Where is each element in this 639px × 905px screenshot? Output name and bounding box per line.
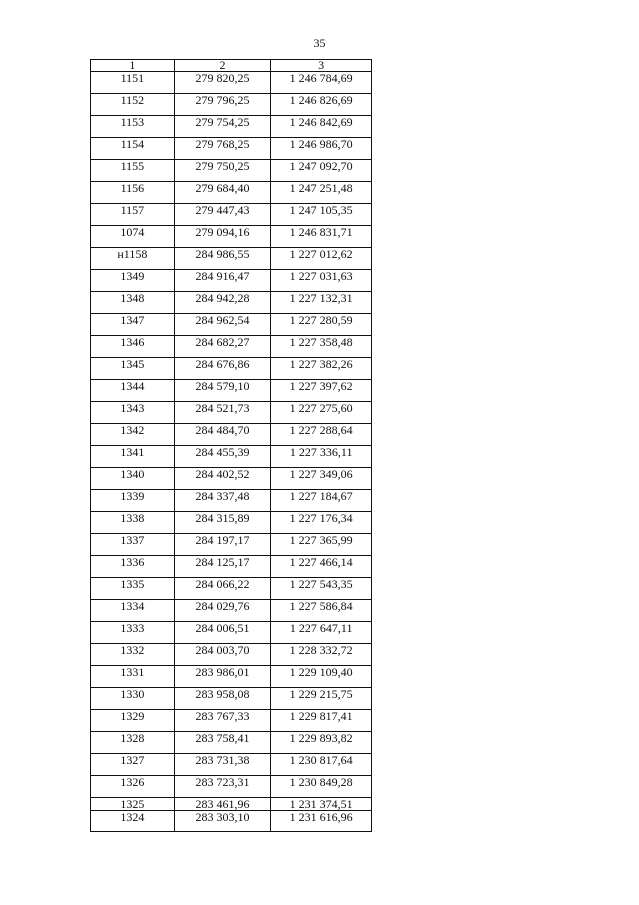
table-cell-col-1: 1339 (91, 490, 175, 512)
table-cell-col-2: 279 796,25 (174, 94, 271, 116)
table-row (91, 204, 372, 226)
table-cell-col-1: 1154 (91, 138, 175, 160)
table-cell-col-3: 1 246 842,69 (271, 116, 372, 138)
table-cell-col-3: 1 228 332,72 (271, 644, 372, 666)
table-cell-col-3: 1 246 784,69 (271, 72, 372, 94)
column-header-1: 1 (91, 60, 175, 72)
table-row (91, 578, 372, 600)
table-cell-col-1: 1332 (91, 644, 175, 666)
table-row (91, 490, 372, 512)
table-cell-col-3: 1 227 275,60 (271, 402, 372, 424)
table-cell-col-3: 1 231 616,96 (271, 811, 372, 832)
table-row (91, 424, 372, 446)
table-cell-col-2: 279 750,25 (174, 160, 271, 182)
table-cell-col-2: 284 455,39 (174, 446, 271, 468)
table-cell-col-3: 1 229 215,75 (271, 688, 372, 710)
table-cell-col-3: 1 227 280,59 (271, 314, 372, 336)
table-cell-col-2: 283 986,01 (174, 666, 271, 688)
table-cell-col-1: 1330 (91, 688, 175, 710)
table-row (91, 468, 372, 490)
table-cell-col-3: 1 227 586,84 (271, 600, 372, 622)
table-cell-col-2: 279 754,25 (174, 116, 271, 138)
table-cell-col-2: 279 684,40 (174, 182, 271, 204)
table-cell-col-1: 1155 (91, 160, 175, 182)
table-cell-col-3: 1 246 831,71 (271, 226, 372, 248)
table-row (91, 336, 372, 358)
table-cell-col-1: 1156 (91, 182, 175, 204)
table-cell-col-1: 1335 (91, 578, 175, 600)
table-cell-col-2: 284 676,86 (174, 358, 271, 380)
table-row (91, 798, 372, 811)
table-cell-col-2: 284 521,73 (174, 402, 271, 424)
table-row (91, 94, 372, 116)
table-cell-col-3: 1 227 288,64 (271, 424, 372, 446)
table-row (91, 248, 372, 270)
table-cell-col-1: 1346 (91, 336, 175, 358)
table-row (91, 622, 372, 644)
table-cell-col-1: 1342 (91, 424, 175, 446)
table-cell-col-2: 283 731,38 (174, 754, 271, 776)
table-cell-col-3: 1 247 251,48 (271, 182, 372, 204)
table-cell-col-2: 284 962,54 (174, 314, 271, 336)
table-cell-col-1: 1151 (91, 72, 175, 94)
table-cell-col-2: 284 029,76 (174, 600, 271, 622)
table-cell-col-2: 284 986,55 (174, 248, 271, 270)
table-header (91, 60, 372, 72)
table-cell-col-3: 1 227 012,62 (271, 248, 372, 270)
table-cell-col-3: 1 229 109,40 (271, 666, 372, 688)
table-cell-col-3: 1 227 349,06 (271, 468, 372, 490)
table-cell-col-2: 283 461,96 (174, 798, 271, 811)
table-cell-col-1: 1343 (91, 402, 175, 424)
table-cell-col-3: 1 247 092,70 (271, 160, 372, 182)
table-cell-col-1: 1338 (91, 512, 175, 534)
table-cell-col-2: 284 125,17 (174, 556, 271, 578)
table-cell-col-2: 284 916,47 (174, 270, 271, 292)
table-cell-col-3: 1 246 986,70 (271, 138, 372, 160)
table-cell-col-3: 1 229 893,82 (271, 732, 372, 754)
table-cell-col-1: 1349 (91, 270, 175, 292)
table-row (91, 226, 372, 248)
header-row (91, 60, 372, 72)
table-row (91, 270, 372, 292)
table-cell-col-2: 279 768,25 (174, 138, 271, 160)
table-row (91, 688, 372, 710)
table-cell-col-1: 1341 (91, 446, 175, 468)
column-header-3: 3 (271, 60, 372, 72)
table-row (91, 776, 372, 798)
table-cell-col-2: 279 094,16 (174, 226, 271, 248)
table-row (91, 512, 372, 534)
table-cell-col-2: 283 303,10 (174, 811, 271, 832)
table-cell-col-1: 1324 (91, 811, 175, 832)
table-cell-col-1: 1333 (91, 622, 175, 644)
table-cell-col-2: 283 958,08 (174, 688, 271, 710)
table-cell-col-2: 279 447,43 (174, 204, 271, 226)
table-cell-col-2: 284 197,17 (174, 534, 271, 556)
table-row (91, 600, 372, 622)
table-row (91, 380, 372, 402)
table-cell-col-1: 1331 (91, 666, 175, 688)
table-row (91, 72, 372, 94)
table-cell-col-3: 1 227 397,62 (271, 380, 372, 402)
table-cell-col-2: 283 723,31 (174, 776, 271, 798)
table-row (91, 644, 372, 666)
table-cell-col-2: 279 820,25 (174, 72, 271, 94)
table-cell-col-1: 1074 (91, 226, 175, 248)
table-cell-col-3: 1 229 817,41 (271, 710, 372, 732)
table-row (91, 710, 372, 732)
table-cell-col-2: 284 682,27 (174, 336, 271, 358)
table-row (91, 754, 372, 776)
table-cell-col-2: 284 484,70 (174, 424, 271, 446)
table-row (91, 666, 372, 688)
coordinates-table (90, 59, 372, 832)
table-row (91, 534, 372, 556)
table-cell-col-3: 1 227 336,11 (271, 446, 372, 468)
table-cell-col-3: 1 246 826,69 (271, 94, 372, 116)
column-header-2: 2 (174, 60, 271, 72)
table-row (91, 138, 372, 160)
table-cell-col-2: 284 337,48 (174, 490, 271, 512)
table-cell-col-1: 1334 (91, 600, 175, 622)
table-cell-col-1: 1337 (91, 534, 175, 556)
table-row (91, 402, 372, 424)
table-cell-col-1: 1327 (91, 754, 175, 776)
table-cell-col-3: 1 227 176,34 (271, 512, 372, 534)
table-cell-col-3: 1 230 817,64 (271, 754, 372, 776)
page-number: 35 (313, 36, 326, 50)
table-cell-col-1: н1158 (91, 248, 175, 270)
table-cell-col-3: 1 230 849,28 (271, 776, 372, 798)
table-row (91, 446, 372, 468)
table-cell-col-3: 1 227 132,31 (271, 292, 372, 314)
table-row (91, 182, 372, 204)
table-cell-col-1: 1345 (91, 358, 175, 380)
table-cell-col-1: 1325 (91, 798, 175, 811)
table-cell-col-3: 1 231 374,51 (271, 798, 372, 811)
table-row (91, 160, 372, 182)
table-cell-col-3: 1 227 647,11 (271, 622, 372, 644)
table-row (91, 358, 372, 380)
table-cell-col-1: 1336 (91, 556, 175, 578)
table-cell-col-1: 1326 (91, 776, 175, 798)
table-cell-col-3: 1 227 031,63 (271, 270, 372, 292)
table-row (91, 116, 372, 138)
table-row (91, 732, 372, 754)
table-cell-col-2: 284 315,89 (174, 512, 271, 534)
table-cell-col-1: 1153 (91, 116, 175, 138)
table-cell-col-3: 1 227 358,48 (271, 336, 372, 358)
table-cell-col-1: 1328 (91, 732, 175, 754)
table-cell-col-2: 284 006,51 (174, 622, 271, 644)
table-cell-col-2: 284 066,22 (174, 578, 271, 600)
table-cell-col-3: 1 227 365,99 (271, 534, 372, 556)
table-cell-col-1: 1344 (91, 380, 175, 402)
table-cell-col-2: 283 758,41 (174, 732, 271, 754)
table-body (91, 72, 372, 832)
table-cell-col-1: 1347 (91, 314, 175, 336)
table-cell-col-3: 1 227 543,35 (271, 578, 372, 600)
table-row (91, 314, 372, 336)
table-cell-col-3: 1 227 466,14 (271, 556, 372, 578)
table-cell-col-2: 284 003,70 (174, 644, 271, 666)
table-cell-col-3: 1 227 184,67 (271, 490, 372, 512)
table-cell-col-3: 1 247 105,35 (271, 204, 372, 226)
table-cell-col-1: 1157 (91, 204, 175, 226)
table-cell-col-2: 283 767,33 (174, 710, 271, 732)
table-cell-col-1: 1348 (91, 292, 175, 314)
table-cell-col-2: 284 942,28 (174, 292, 271, 314)
table-cell-col-1: 1152 (91, 94, 175, 116)
table-row (91, 292, 372, 314)
table-cell-col-2: 284 402,52 (174, 468, 271, 490)
table-cell-col-3: 1 227 382,26 (271, 358, 372, 380)
table-row (91, 811, 372, 832)
table-row (91, 556, 372, 578)
table-cell-col-2: 284 579,10 (174, 380, 271, 402)
table-cell-col-1: 1329 (91, 710, 175, 732)
table-cell-col-1: 1340 (91, 468, 175, 490)
